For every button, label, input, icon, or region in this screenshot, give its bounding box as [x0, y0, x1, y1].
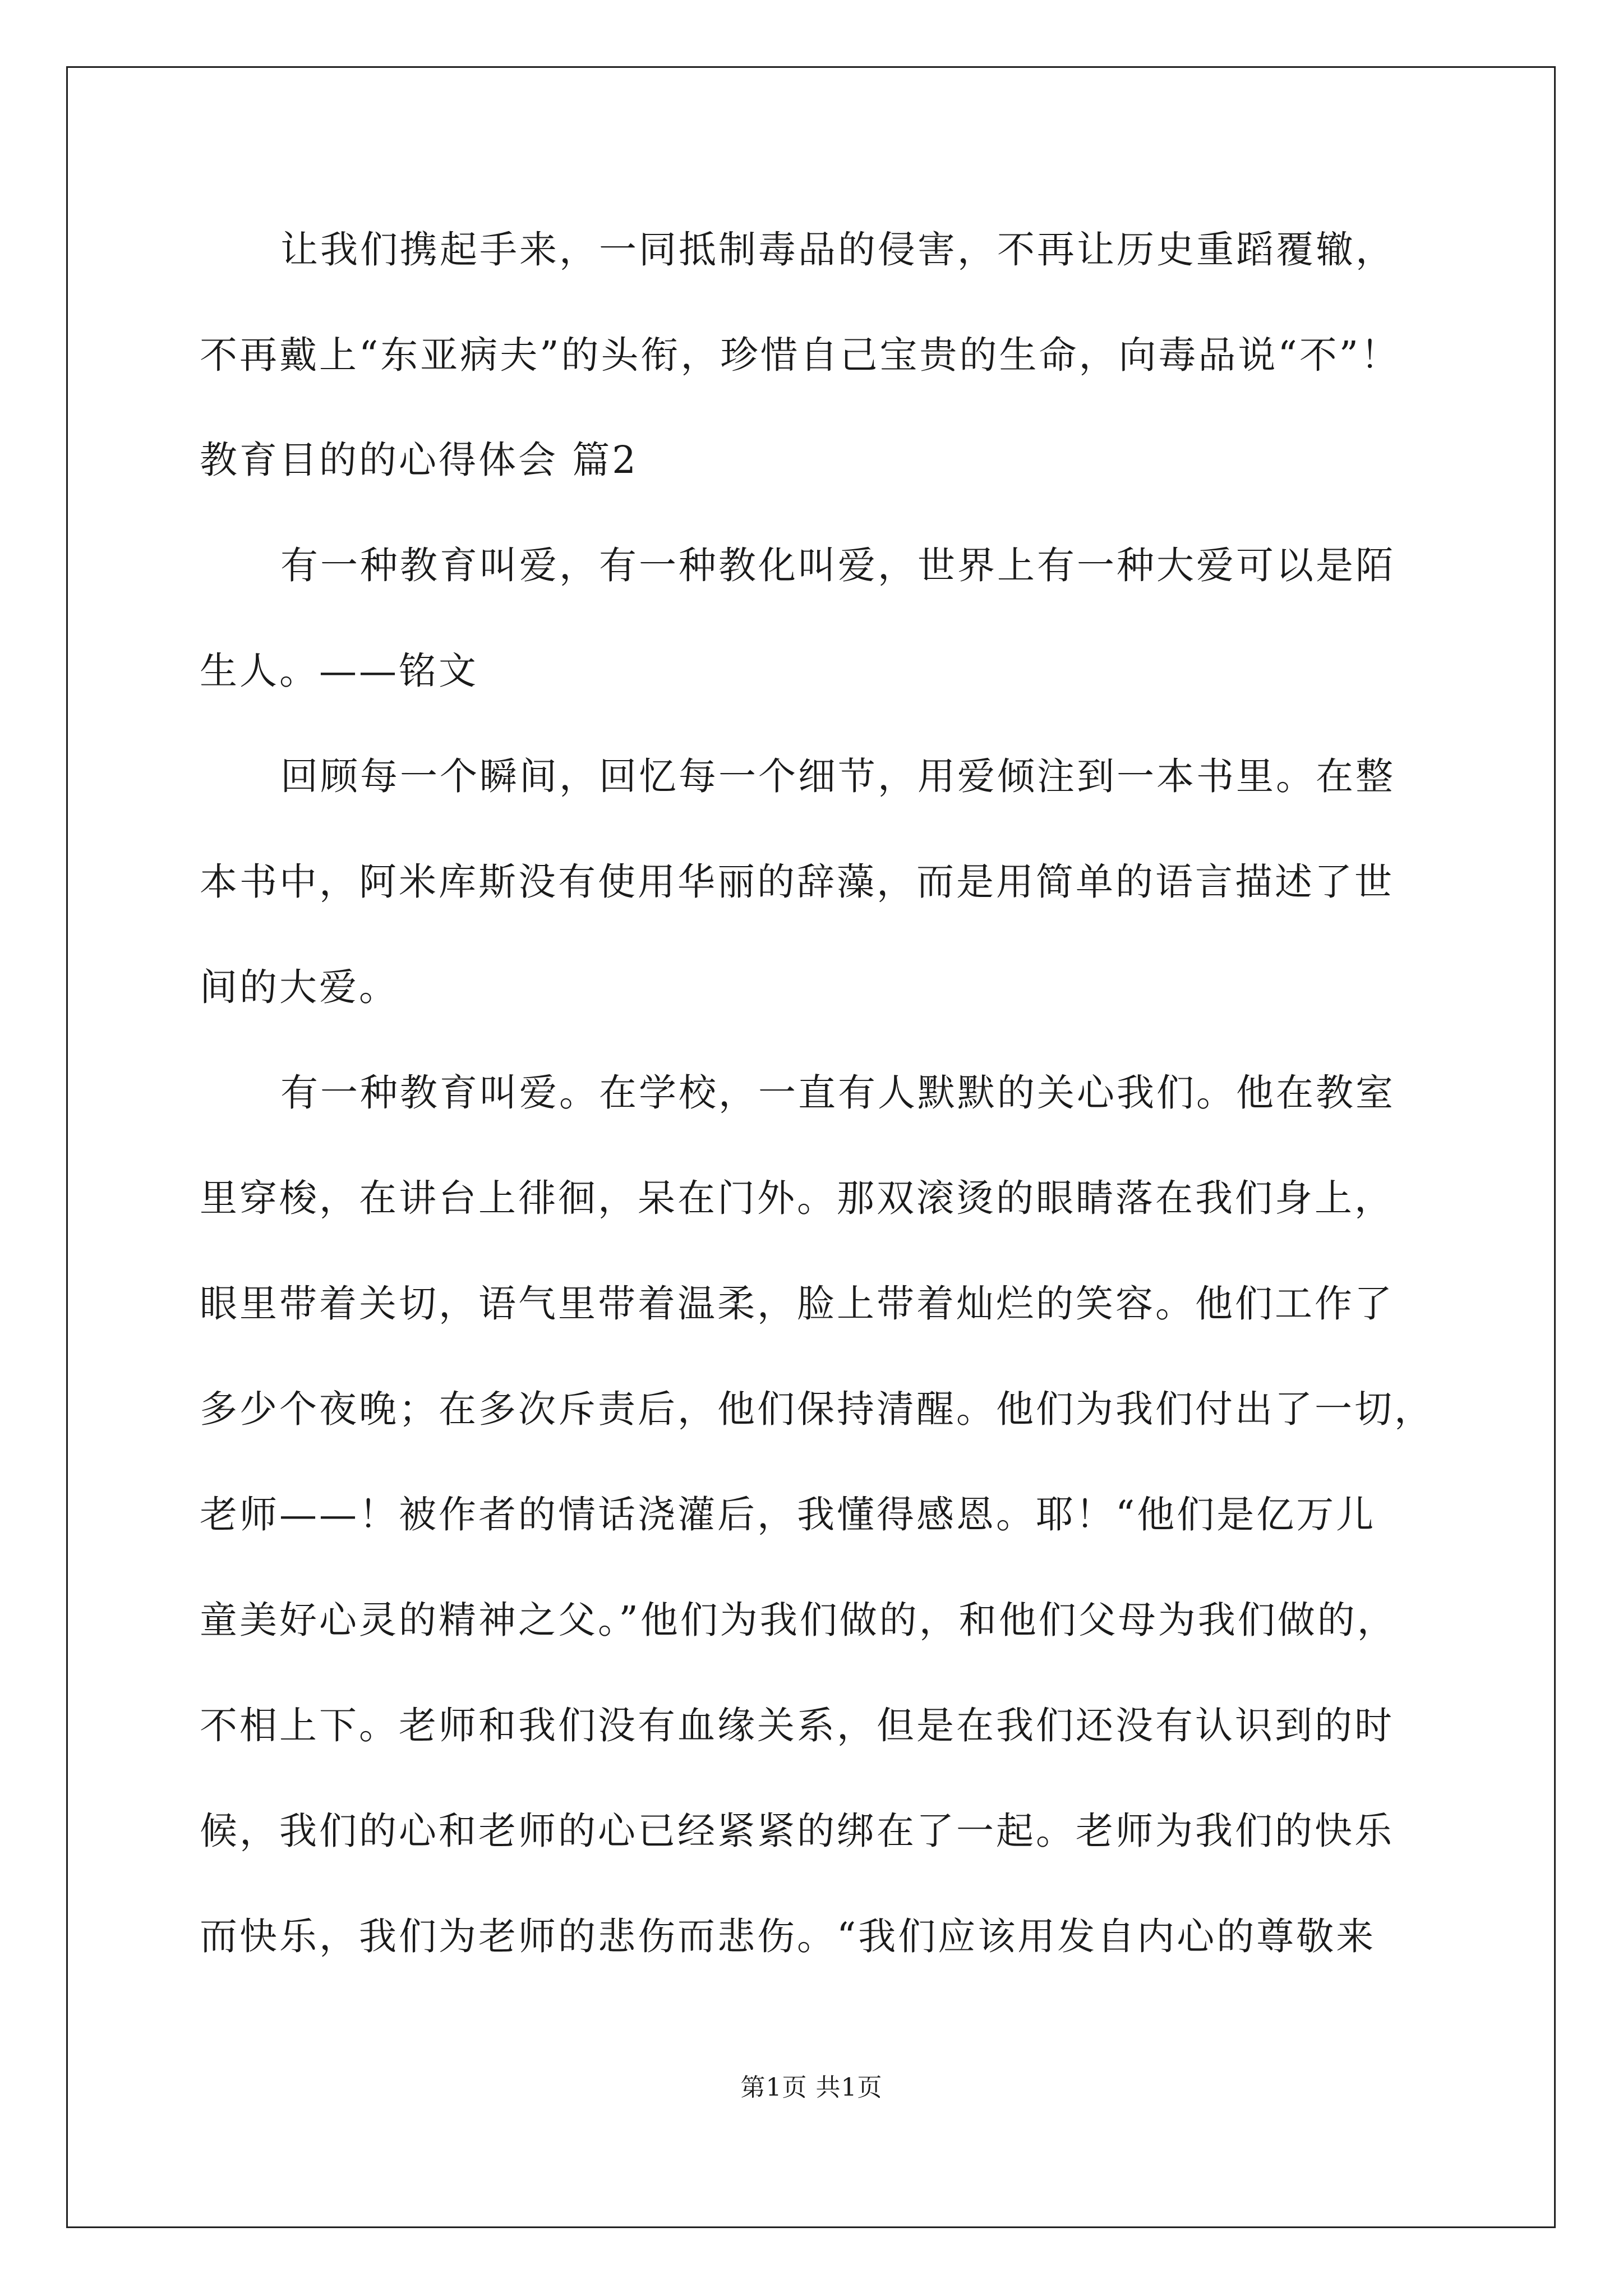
body-line: 老师——！被作者的情话浇灌后，我懂得感恩。耶！“他们是亿万儿 — [200, 1493, 1376, 1536]
body-line: 生人。——铭文 — [200, 649, 478, 693]
body-line: 里穿梭，在讲台上徘徊，呆在门外。那双滚烫的眼睛落在我们身上， — [200, 1176, 1394, 1220]
body-line: 回顾每一个瞬间，回忆每一个细节，用爱倾注到一本书里。在整 — [280, 754, 1395, 798]
body-line: 眼里带着关切，语气里带着温柔，脸上带着灿烂的笑容。他们工作了 — [200, 1282, 1394, 1326]
body-line: 本书中，阿米库斯没有使用华丽的辞藻，而是用简单的语言描述了世 — [200, 860, 1394, 904]
body-line: 有一种教育叫爱，有一种教化叫爱，世界上有一种大爱可以是陌 — [280, 544, 1395, 587]
page-border — [66, 66, 1556, 2228]
body-line: 多少个夜晚；在多次斥责后，他们保持清醒。他们为我们付出了一切， — [200, 1387, 1434, 1431]
section-heading: 教育目的的心得体会 篇2 — [200, 438, 638, 482]
body-line: 有一种教育叫爱。在学校，一直有人默默的关心我们。他在教室 — [280, 1071, 1395, 1115]
body-line: 候，我们的心和老师的心已经紧紧的绑在了一起。老师为我们的快乐 — [200, 1809, 1394, 1853]
body-line: 让我们携起手来，一同抵制毒品的侵害，不再让历史重蹈覆辙， — [280, 228, 1395, 272]
page-number-footer: 第1页 共1页 — [740, 2073, 883, 2102]
body-line: 不相上下。老师和我们没有血缘关系，但是在我们还没有认识到的时 — [200, 1704, 1394, 1747]
body-line: 而快乐，我们为老师的悲伤而悲伤。“我们应该用发自内心的尊敬来 — [200, 1915, 1376, 1958]
body-line: 童美好心灵的精神之父。”他们为我们做的，和他们父母为我们做的， — [200, 1598, 1397, 1642]
body-line: 不再戴上“东亚病夫”的头衔，珍惜自己宝贵的生命，向毒品说“不”！ — [200, 333, 1401, 377]
body-line: 间的大爱。 — [200, 965, 399, 1009]
